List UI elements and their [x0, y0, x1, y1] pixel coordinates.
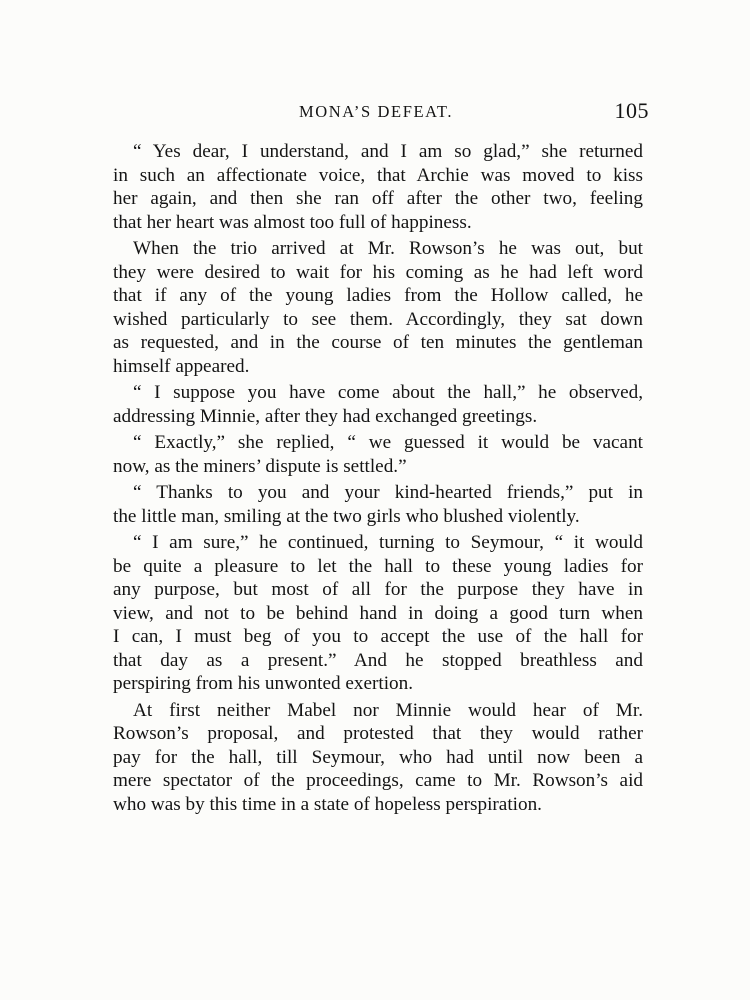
text-line: At first neither Mabel nor Minnie would hear of Mr. — [133, 699, 643, 721]
text-line: “ Thanks to you and your kind-hearted friends,” put in — [133, 482, 643, 503]
body-text — [113, 140, 643, 816]
text-line: mere spectator of the proceedings, came to Mr. Rowson’s aid — [113, 770, 643, 791]
text-line: “ I suppose you have come about the hall,” he observed, — [133, 382, 643, 403]
text-line: in such an affectionate voice, that Archie was moved to kiss — [113, 164, 643, 186]
text-line: the little man, smiling at the two girls who blushed violently. — [113, 505, 580, 527]
text-line: pay for the hall, till Seymour, who had until now been a — [113, 746, 643, 768]
running-head — [113, 98, 649, 130]
text-line: they were desired to wait for his coming as he had left word — [113, 261, 643, 283]
text-line: any purpose, but most of all for the purpose they have in — [113, 579, 643, 600]
text-line: “ Yes dear, I understand, and I am so glad,” she returned — [133, 141, 643, 162]
text-line: addressing Minnie, after they had exchanged greetings. — [113, 405, 538, 427]
text-line: “ I am sure,” he continued, turning to Seymour, “ it would — [133, 532, 643, 553]
text-line: her again, and then she ran off after the other two, feeling — [113, 188, 643, 209]
page-number: 105 — [614, 98, 649, 123]
text-line: himself appeared. — [113, 355, 250, 377]
text-line: I can, I must beg of you to accept the use of the hall for — [113, 626, 643, 647]
text-line: view, and not to be behind hand in doing a good turn when — [113, 602, 643, 624]
text-line: who was by this time in a state of hopeless perspiration. — [113, 793, 542, 815]
text-line: as requested, and in the course of ten minutes the gentleman — [113, 332, 643, 353]
text-line: that if any of the young ladies from the Hollow called, he — [113, 285, 643, 306]
text-line: now, as the miners’ dispute is settled.” — [113, 455, 407, 477]
text-line: be quite a pleasure to let the hall to these young ladies for — [113, 555, 643, 577]
text-line: that day as a present.” And he stopped breathless and — [113, 649, 643, 671]
text-line: When the trio arrived at Mr. Rowson’s he was out, but — [133, 238, 643, 259]
text-line: Rowson’s proposal, and protested that they would rather — [113, 723, 643, 744]
running-title: MONA’S DEFEAT. — [298, 102, 454, 121]
text-line: perspiring from his unwonted exertion. — [113, 673, 414, 694]
text-line: “ Exactly,” she replied, “ we guessed it would be vacant — [133, 432, 643, 453]
text-line: wished particularly to see them. Accordingly, they sat down — [113, 308, 643, 330]
text-line: that her heart was almost too full of happiness. — [113, 211, 472, 233]
